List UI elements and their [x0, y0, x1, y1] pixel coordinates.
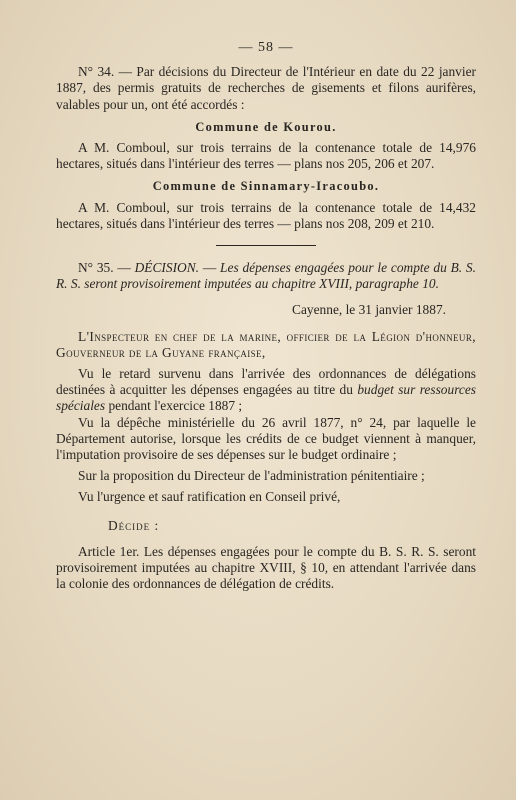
considerant-retard [56, 366, 476, 415]
decision-label: DÉCISION. [134, 260, 199, 276]
decide-heading: Décide : [108, 517, 160, 533]
considerant-retard-text: Vu le retard survenu dans l'arrivée des ordonnances de délégations destinées à acquitter les dépenses engagées au titre du [56, 366, 476, 398]
decision-35-header [56, 260, 476, 292]
commune-kourou-text: A M. Comboul, sur trois terrains de la contenance totale de 14,976 hectares, situés dans l'intérieur des terres — plans nos 205, 206 et 207. [56, 140, 476, 172]
paragraph-34: N° 34. — Par décisions du Directeur de l'Intérieur en date du 22 janvier 1887, des permis gratuits de recherches de gisements et filons aurifères, valables pour un, ont été accordés : [56, 64, 476, 112]
commune-sinnamary-heading: Commune de Sinnamary-Iracoubo. [152, 179, 380, 194]
page-content [56, 40, 476, 592]
considerant-urgence: Vu l'urgence et sauf ratification en Conseil privé, [78, 489, 341, 505]
article-1: Article 1er. Les dépenses engagées pour le compte du B. S. R. S. seront provisoirement imputées au chapitre XVIII, § 10, en attendant l'arrivée dans la colonie des ordonnances de délégation de crédits. [56, 543, 476, 592]
decision-title: Les dépenses engagées pour le compte du B. S. R. S. seront provisoirement imputées au chapitre XVIII, paragraphe 10. [56, 260, 476, 292]
commune-sinnamary-text: A M. Comboul, sur trois terrains de la contenance totale de 14,432 hectares, situés dans l'intérieur des terres — plans nos 208, 209 et 210. [56, 199, 476, 231]
decision-number: N° 35. — [78, 260, 131, 276]
issuer-line: L'Inspecteur en chef de la marine, officier de la Légion d'honneur, Gouverneur de la Guyane française, [56, 328, 476, 360]
considerant-proposition: Sur la proposition du Directeur de l'administration pénitentiaire ; [78, 468, 425, 484]
considerant-retard-end: pendant l'exercice 1887 ; [105, 398, 243, 414]
considerant-depeche: Vu la dépêche ministérielle du 26 avril 1877, n° 24, par laquelle le Département autorise, lorsque les crédits de ce budget viennent à manquer, l'imputation provisoire de ses dépenses sur le budget ordinaire ; [56, 414, 476, 463]
decision-dash: — [202, 260, 217, 276]
page-number: — 58 — [238, 40, 294, 55]
budget-name: budget sur ressources spéciales [56, 382, 477, 414]
place-date: Cayenne, le 31 janvier 1887. [292, 302, 446, 318]
commune-kourou-heading: Commune de Kourou. [195, 119, 337, 134]
section-divider [216, 245, 316, 246]
